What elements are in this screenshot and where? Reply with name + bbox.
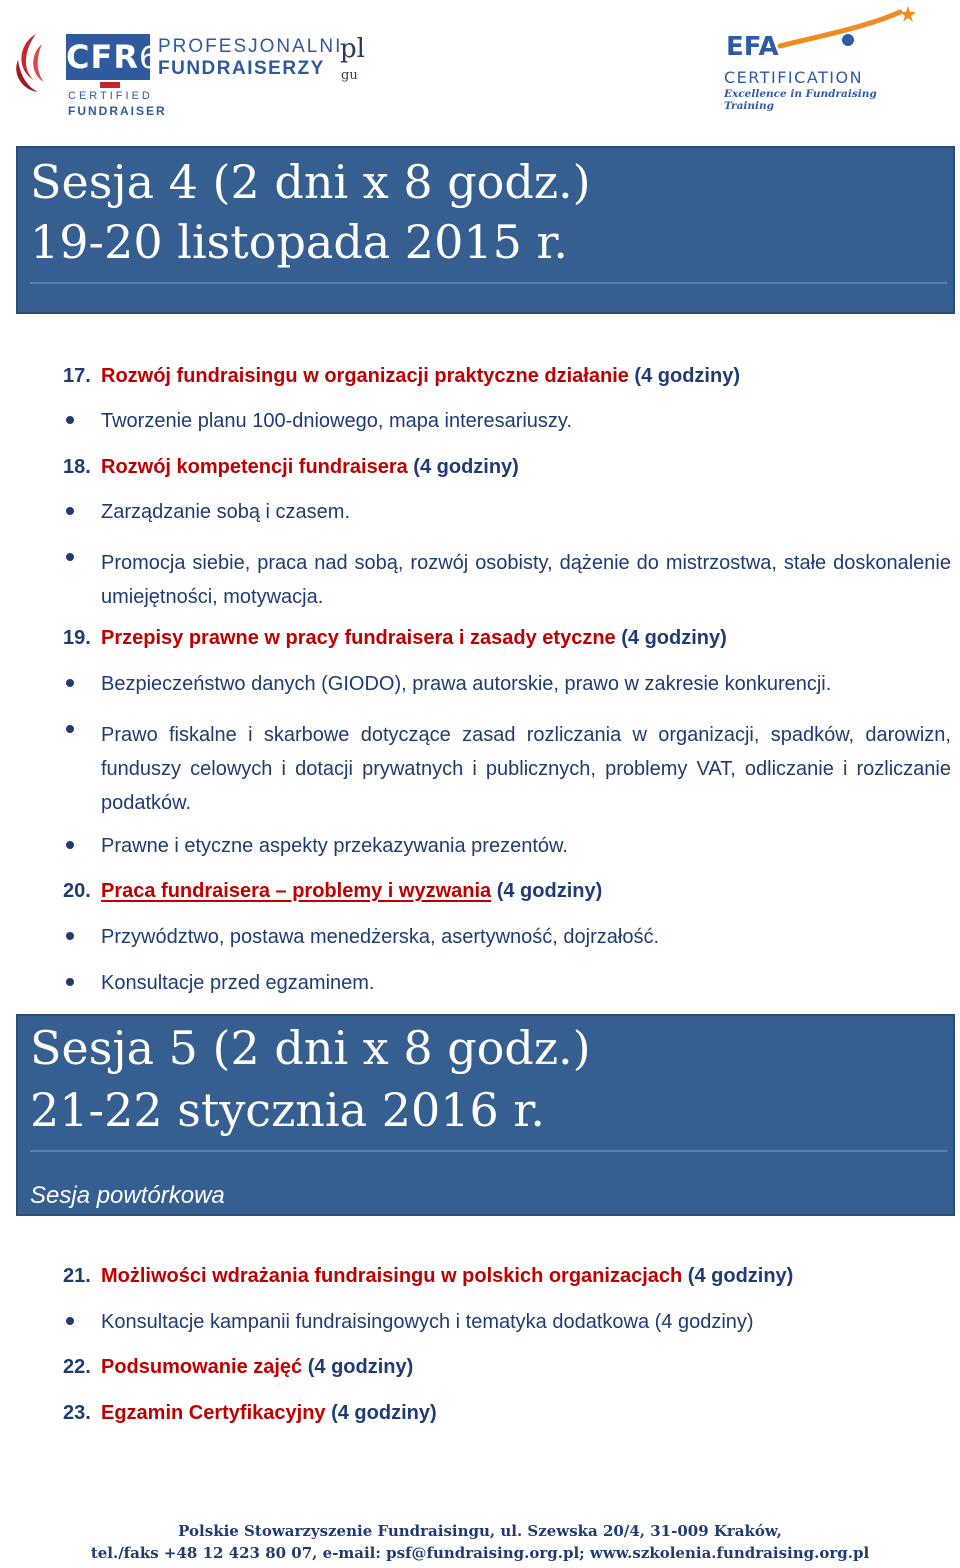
bullet-icon xyxy=(66,725,74,733)
list-item: Promocja siebie, praca nad sobą, rozwój osobisty, dążenie do mistrzostwa, stałe doskonalenie umiejętności, motywacja. xyxy=(101,552,951,608)
list-item: Tworzenie planu 100-dniowego, mapa interesariuszy. xyxy=(101,410,573,432)
bullet-icon xyxy=(66,932,74,940)
bullet-icon xyxy=(66,679,74,687)
item-title: Podsumowanie zajęć xyxy=(101,1356,303,1378)
item-number: 23. xyxy=(63,1402,91,1424)
list-item: Przywództwo, postawa menedżerska, asertywność, dojrzałość. xyxy=(101,926,660,948)
prof-logo-line2: FUNDRAISERZY xyxy=(158,58,325,79)
item-heading xyxy=(101,1264,793,1288)
efa-certification-logo xyxy=(720,6,920,112)
list-item: Konsultacje kampanii fundraisingowych i tematyka dodatkowa (4 godziny) xyxy=(101,1311,754,1333)
item-title: Egzamin Certyfikacyjny xyxy=(101,1402,326,1424)
list-item: Konsultacje przed egzaminem. xyxy=(101,972,375,994)
cfr-red-bar xyxy=(100,82,120,88)
footer-address: Polskie Stowarzyszenie Fundraisingu, ul. Szewska 20/4, 31-009 Kraków, xyxy=(178,1522,782,1540)
psf-logo-fragment: pl xyxy=(340,34,365,64)
list-item: Prawo fiskalne i skarbowe dotyczące zasad rozliczania w organizacji, spadków, darowizn, funduszy celowych i dotacji prywatnych i publicznych, problemy VAT, odliczanie i rozliczanie podatków. xyxy=(101,724,951,814)
item-duration: (4 godziny) xyxy=(302,1356,414,1378)
list-item: Prawne i etyczne aspekty przekazywania prezentów. xyxy=(101,835,568,857)
item-heading xyxy=(101,1355,413,1379)
item-duration: (4 godziny) xyxy=(407,456,519,478)
item-heading xyxy=(101,879,602,903)
item-duration: (4 godziny) xyxy=(325,1402,437,1424)
bullet-icon xyxy=(66,416,74,424)
swirl-logo-icon xyxy=(8,30,58,100)
item-duration: (4 godziny) xyxy=(628,365,740,387)
banner-divider xyxy=(30,282,947,284)
banner-divider xyxy=(30,1150,947,1152)
item-heading xyxy=(101,1401,437,1425)
cfr-fundraiser-logo xyxy=(8,22,368,118)
page-header xyxy=(0,0,960,118)
session4-banner xyxy=(16,146,955,314)
item-title: Rozwój fundraisingu w organizacji praktyczne działanie xyxy=(101,365,629,387)
item-number: 17. xyxy=(63,365,91,387)
list-item: Bezpieczeństwo danych (GIODO), prawa autorskie, prawo w zakresie konkurencji. xyxy=(101,673,832,695)
bullet-icon xyxy=(66,553,74,561)
item-heading xyxy=(101,626,727,650)
item-number: 21. xyxy=(63,1265,91,1287)
session5-subtitle: Sesja powtórkowa xyxy=(30,1182,225,1209)
psf-logo-fragment-2: gu xyxy=(341,68,358,83)
item-number: 18. xyxy=(63,456,91,478)
item-title: Możliwości wdrażania fundraisingu w polskich organizacjach xyxy=(101,1265,683,1287)
session4-date: 19-20 listopada 2015 r. xyxy=(30,215,569,269)
session5-title: Sesja 5 (2 dni x 8 godz.) xyxy=(30,1021,591,1075)
cfr-fundraiser-text: FUNDRAISER xyxy=(68,104,167,118)
item-title: Rozwój kompetencji fundraisera xyxy=(101,456,408,478)
bullet-icon xyxy=(66,841,74,849)
session5-date: 21-22 stycznia 2016 r. xyxy=(30,1083,545,1137)
cfr-badge: CFR6 xyxy=(66,34,150,80)
efa-name: EFA xyxy=(726,32,779,62)
item-duration: (4 godziny) xyxy=(682,1265,794,1287)
efa-tagline: Excellence in Fundraising Training xyxy=(724,88,877,112)
efa-certification-text: CERTIFICATION xyxy=(724,68,864,87)
list-item: Zarządzanie sobą i czasem. xyxy=(101,501,351,523)
bullet-icon xyxy=(66,507,74,515)
item-heading xyxy=(101,364,740,388)
session4-title: Sesja 4 (2 dni x 8 godz.) xyxy=(30,155,591,209)
item-number: 19. xyxy=(63,627,91,649)
item-number: 20. xyxy=(63,880,91,902)
session5-banner xyxy=(16,1014,955,1216)
item-heading xyxy=(101,455,519,479)
item-duration: (4 godziny) xyxy=(615,627,727,649)
item-title: Praca fundraisera – problemy i wyzwania xyxy=(101,880,492,902)
footer-contact: tel./faks +48 12 423 80 07, e-mail: psf@fundraising.org.pl; www.szkolenia.fundraising.org.pl xyxy=(90,1544,870,1562)
bullet-icon xyxy=(66,978,74,986)
bullet-icon xyxy=(66,1317,74,1325)
item-title: Przepisy prawne w pracy fundraisera i zasady etyczne xyxy=(101,627,616,649)
cfr-certified-text: CERTIFIED xyxy=(68,90,153,102)
item-duration: (4 godziny) xyxy=(491,880,603,902)
prof-logo-line1: PROFESJONALNI xyxy=(158,36,343,57)
item-number: 22. xyxy=(63,1356,91,1378)
